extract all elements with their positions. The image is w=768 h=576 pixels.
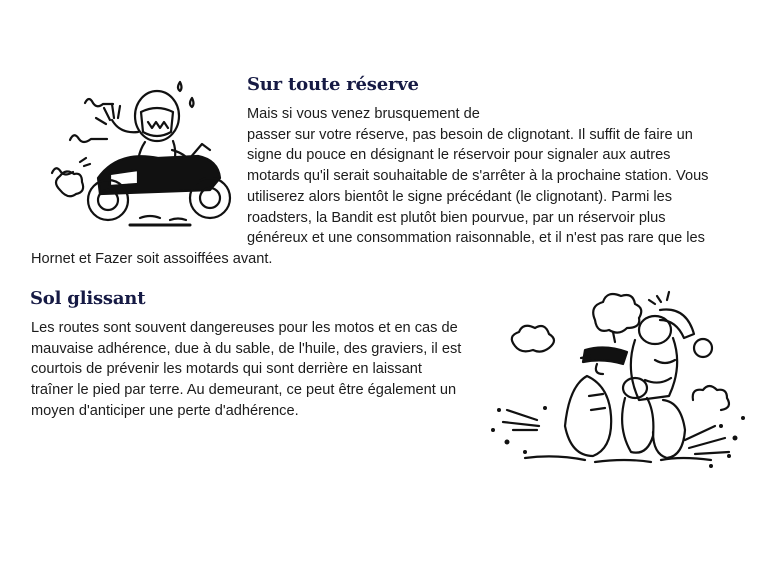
paragraph-line: mauvaise adhérence, due à du sable, de l'huile, des graviers, il est [31,340,462,357]
motorcyclist-thumb-signal-illustration [40,70,240,230]
paragraph-line: passer sur votre réserve, pas besoin de clignotant. Il suffit de faire un [247,126,693,143]
section-body-sur-toute-reserve-last-line [31,249,272,270]
motorcycle-cartoon-icon [40,70,240,230]
paragraph-line: traîner le pied par terre. Au demeurant, ce peut être également un [31,382,457,399]
paragraph-line: roadsters, la Bandit est plutôt bien pourvue, par un réservoir plus [247,209,666,226]
paragraph-line: motards qu'il serait souhaitable de s'arrêter à la prochaine station. Vous [247,168,709,185]
section-body-sol-glissant [31,318,461,422]
section-title-sol-glissant: Sol glissant [30,288,146,309]
section-body-sur-toute-reserve [247,104,708,249]
paragraph-line: généreux et une consommation raisonnable, et il n'est pas rare que les [247,230,705,247]
paragraph-line: Les routes sont souvent dangereuses pour les motos et en cas de [31,320,458,336]
sliding-motorcycle-icon [485,280,750,470]
paragraph-line: moyen d'anticiper une perte d'adhérence. [31,402,299,419]
paragraph-line: Hornet et Fazer soit assoiffées avant. [31,251,273,267]
motorcyclist-sliding-illustration [485,280,750,470]
section-title-sur-toute-reserve: Sur toute réserve [247,74,419,95]
paragraph-line: signe du pouce en désignant le réservoir pour signaler aux autres [247,147,671,164]
paragraph-line: Mais si vous venez brusquement de [247,106,480,122]
paragraph-line: courtois de prévenir les motards qui sont derrière en laissant [31,361,422,378]
paragraph-line: utiliserez alors bientôt le signe précédant (le clignotant). Parmi les [247,188,673,205]
